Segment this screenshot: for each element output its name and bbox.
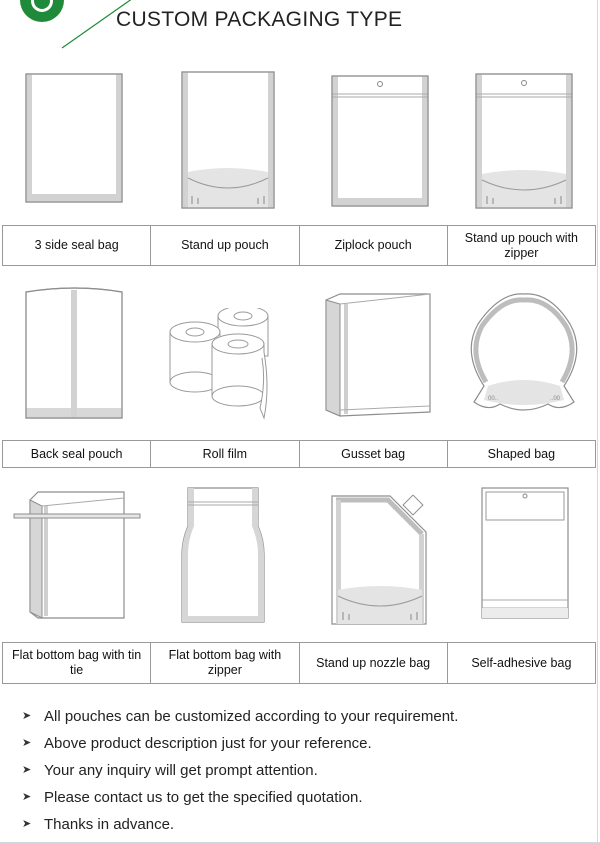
label-back-seal-pouch: Back seal pouch <box>3 441 151 467</box>
note-item <box>22 703 458 730</box>
label-flat-bottom-bag-zipper: Flat bottom bag with zipper <box>151 643 299 683</box>
triangle-right-icon: ➤ <box>22 710 32 722</box>
header <box>0 0 600 50</box>
page-title: CUSTOM PACKAGING TYPE <box>116 8 403 31</box>
note-item <box>22 784 458 811</box>
page-frame <box>597 0 598 843</box>
flat-bottom-bag-with-zipper-image <box>178 484 268 626</box>
shaped-bag-image <box>464 292 584 420</box>
note-text: Please contact us to get the specified quotation. <box>44 789 363 806</box>
note-text: Your any inquiry will get prompt attention. <box>44 762 318 779</box>
label-stand-up-pouch: Stand up pouch <box>151 226 299 265</box>
label-stand-up-nozzle-bag: Stand up nozzle bag <box>300 643 448 683</box>
label-stand-up-pouch-with-zipper: Stand up pouch with zipper <box>464 230 579 260</box>
triangle-right-icon: ➤ <box>22 791 32 803</box>
triangle-right-icon: ➤ <box>22 764 32 776</box>
label-row-2 <box>2 440 596 468</box>
label-flat-bottom-bag-tin-tie: Flat bottom bag with tin tie <box>3 643 151 683</box>
label-ziplock-pouch: Ziplock pouch <box>300 226 448 265</box>
self-adhesive-bag-image <box>478 484 572 622</box>
label-three-side-seal-bag: 3 side seal bag <box>3 226 151 265</box>
label-row-3 <box>2 642 596 684</box>
note-item <box>22 811 458 838</box>
stand-up-pouch-with-zipper-image <box>472 70 576 214</box>
label-shaped-bag: Shaped bag <box>487 446 556 461</box>
gusset-bag-image <box>322 290 434 422</box>
ziplock-pouch-image <box>328 72 432 212</box>
note-text: Thanks in advance. <box>44 816 175 833</box>
notes-list <box>22 703 458 838</box>
note-text: Above product description just for your reference. <box>44 735 372 752</box>
svg-text:..00: ..00 <box>550 396 561 402</box>
label-self-adhesive-bag: Self-adhesive bag <box>471 655 572 670</box>
flat-bottom-bag-with-tin-tie-image <box>12 488 142 624</box>
stand-up-nozzle-bag-image <box>326 490 436 628</box>
svg-text:00..: 00.. <box>488 396 499 402</box>
roll-film-image <box>166 308 276 428</box>
note-text: All pouches can be customized according to your requirement. <box>44 708 459 725</box>
stand-up-pouch-image <box>178 68 278 213</box>
triangle-right-icon: ➤ <box>22 818 32 830</box>
note-item <box>22 730 458 757</box>
three-side-seal-bag-image <box>20 68 130 208</box>
back-seal-pouch-image <box>20 284 130 424</box>
label-roll-film: Roll film <box>151 441 299 467</box>
note-item <box>22 757 458 784</box>
label-gusset-bag: Gusset bag <box>300 441 448 467</box>
triangle-right-icon: ➤ <box>22 737 32 749</box>
label-row-1 <box>2 225 596 266</box>
